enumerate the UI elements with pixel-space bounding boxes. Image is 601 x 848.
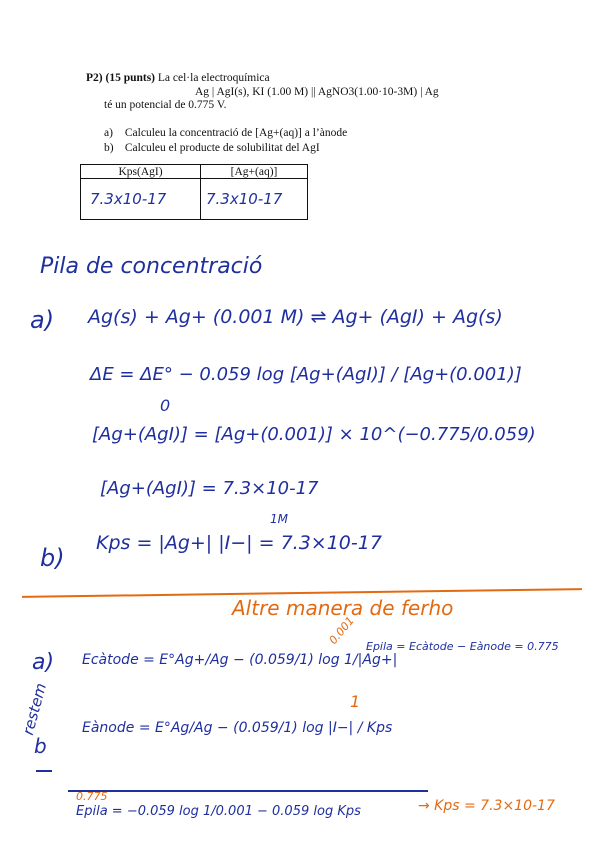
hw-dash bbox=[36, 770, 52, 772]
hw-b-label: b) bbox=[40, 544, 65, 572]
header-ag: [Ag+(aq)] bbox=[201, 165, 308, 179]
problem-number: P2) bbox=[86, 72, 103, 84]
hw-b-line: Kps = |Ag+| |I−| = 7.3×10-17 bbox=[96, 532, 382, 554]
hw-alt-annot1: 0.001 bbox=[326, 614, 357, 647]
hw-alt-title: Altre manera de ferho bbox=[232, 596, 454, 620]
cell-notation: Ag | AgI(s), KI (1.00 M) || AgNO3(1.00·10-3M) | Ag bbox=[195, 86, 439, 98]
question-a-text: Calculeu la concentració de [Ag+(aq)] a l’ànode bbox=[124, 127, 348, 139]
header-kps: Kps(AgI) bbox=[81, 165, 201, 179]
value-kps: 7.3x10-17 bbox=[90, 190, 167, 208]
hw-alt-a-label: a) bbox=[32, 650, 55, 675]
hw-alt-result: → Kps = 7.3×10-17 bbox=[418, 798, 555, 814]
hw-a-label: a) bbox=[30, 306, 55, 334]
question-b-label: b) bbox=[104, 142, 114, 154]
hw-rule bbox=[68, 790, 428, 792]
problem-intro: La cel·la electroquímica bbox=[157, 72, 270, 84]
hw-alt-epila: Epila = Ecàtode − Eànode = 0.775 bbox=[366, 640, 559, 653]
problem-header bbox=[86, 71, 270, 85]
hw-b-annot: 1M bbox=[270, 512, 288, 526]
value-ag: 7.3x10-17 bbox=[206, 190, 283, 208]
hw-a-line4: [Ag+(AgI)] = 7.3×10-17 bbox=[100, 478, 319, 499]
hw-alt-final: Epila = −0.059 log 1/0.001 − 0.059 log Kps bbox=[76, 804, 361, 819]
hw-a-line2: ΔE = ΔE° − 0.059 log [Ag+(AgI)] / [Ag+(0.001)] bbox=[90, 364, 522, 385]
hw-alt-eq2: Eànode = E°Ag/Ag − (0.059/1) log |I−| / Kps bbox=[82, 720, 393, 736]
hw-alt-annot2: 1 bbox=[350, 692, 361, 711]
hw-title: Pila de concentració bbox=[40, 254, 263, 279]
hw-alt-side1: restem bbox=[18, 681, 51, 737]
hw-alt-final-val: 0.775 bbox=[76, 790, 108, 803]
question-a-label: a) bbox=[104, 127, 113, 139]
hw-a-line1: Ag(s) + Ag+ (0.001 M) ⇌ Ag+ (AgI) + Ag(s) bbox=[88, 306, 503, 328]
hw-a-zero: 0 bbox=[160, 396, 171, 415]
question-b bbox=[104, 141, 320, 155]
hw-alt-eq1: Ecàtode = E°Ag+/Ag − (0.059/1) log 1/|Ag+| bbox=[82, 652, 398, 668]
cell-potential: té un potencial de 0.775 V. bbox=[104, 99, 227, 111]
hw-a-line3: [Ag+(AgI)] = [Ag+(0.001)] × 10^(−0.775/0.059) bbox=[92, 424, 536, 445]
problem-points: (15 punts) bbox=[105, 72, 156, 84]
question-b-text: Calculeu el producte de solubilitat del AgI bbox=[124, 142, 320, 154]
hw-alt-side2: b bbox=[34, 734, 47, 758]
question-a bbox=[104, 126, 347, 140]
